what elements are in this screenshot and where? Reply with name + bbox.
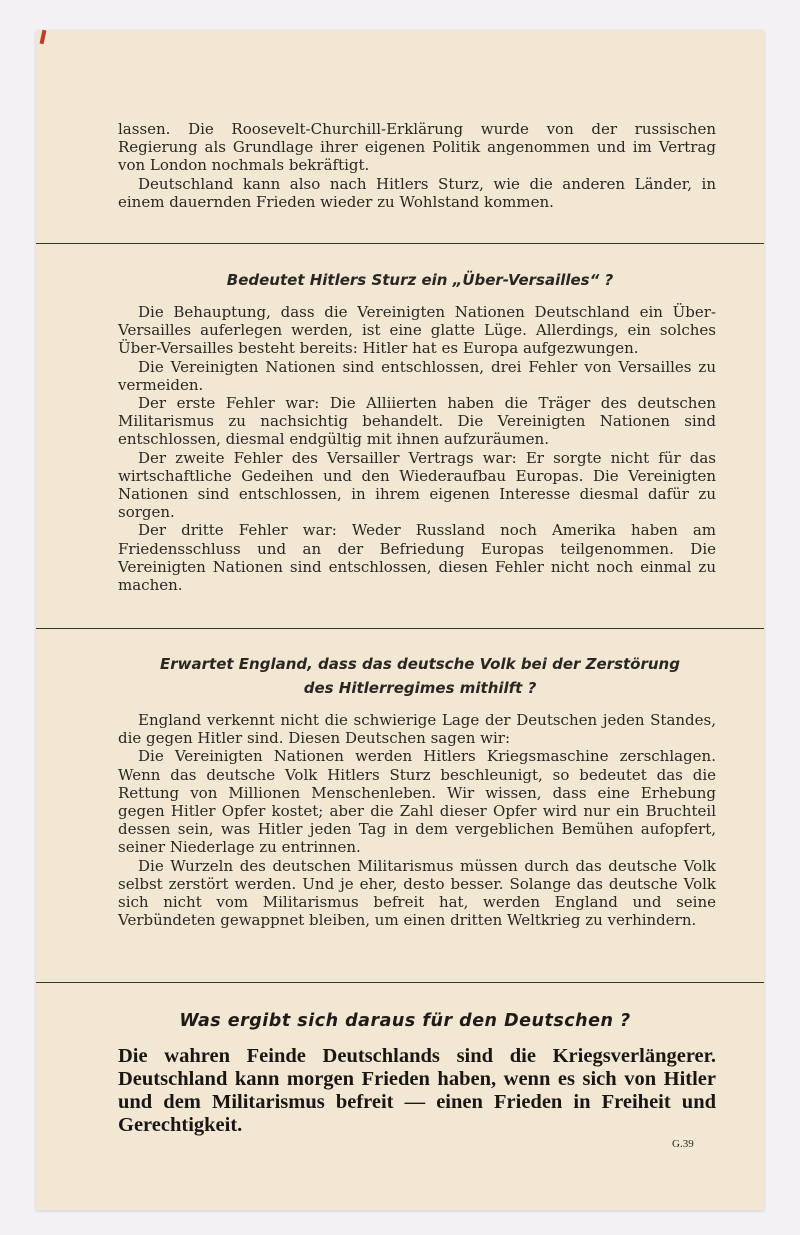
section2-heading-line2: des Hitlerregimes mithilft ? (303, 679, 537, 697)
section2-paragraph: Die Vereinigten Nationen werden Hitlers Kriegsmaschine zerschlagen. Wenn das deutsche Volk Hitlers Sturz beschleunigt, so bedeutet das die Rettung von Millionen Menschenleben. Wir wissen, dass eine Erhebung gegen Hitler Opfer kostet; aber die Zahl dieser Opfer wird nur ein Bruchteil dessen sein, was Hitler jeden Tag in dem vergeblichen Bemühen aufopfert, seiner Niederlage zu entrinnen. (118, 747, 716, 857)
divider-1 (36, 243, 764, 244)
section2-text (118, 711, 716, 929)
section1-paragraph: Die Vereinigten Nationen sind entschlossen, drei Fehler von Versailles zu vermeiden. (118, 357, 716, 394)
section1-paragraph: Der zweite Fehler des Versailler Vertrags war: Er sorgte nicht für das wirtschaftliche Gedeihen und den Wiederaufbau Europas. Die Vereinigten Nationen sind entschlossen, in ihrem eigenen Interesse diesmal dafür zu sorgen. (118, 448, 716, 522)
section2-paragraph: Die Wurzeln des deutschen Militarismus müssen durch das deutsche Volk selbst zerstört werden. Und je eher, desto besser. Solange das deutsche Volk sich nicht vom Militarismus befreit hat, werden England und seine Verbündeten gewappnet bleiben, um einen dritten Weltkrieg zu verhindern. (118, 856, 716, 930)
section2-heading-line1: Erwartet England, dass das deutsche Volk bei der Zerstörung (160, 655, 680, 673)
conclusion-text: Die wahren Feinde Deutschlands sind die Kriegsverlängerer. Deutschland kann morgen Frieden haben, wenn es sich von Hitler und dem Militarismus befreit — einen Frieden in Freiheit und Gerechtigkeit. (118, 1045, 716, 1136)
section3-heading: Was ergibt sich daraus für den Deutschen ? (179, 1011, 631, 1031)
intro-paragraph-2: Deutschland kann also nach Hitlers Sturz, wie die anderen Länder, in einem dauernden Frieden wieder zu Wohlstand kommen. (118, 174, 716, 211)
intro-paragraph-1: lassen. Die Roosevelt-Churchill-Erklärung wurde von der russischen Regierung als Grundlage ihrer eigenen Politik angenommen und im Vertrag von London nochmals bekräftigt. (118, 120, 716, 175)
section1-paragraph: Die Behauptung, dass die Vereinigten Nationen Deutschland ein Über-Versailles auferlegen werden, ist eine glatte Lüge. Allerdings, ein solches Über-Versailles besteht bereits: Hitler hat es Europa aufgezwungen. (118, 303, 716, 358)
leaflet-code: G.39 (672, 1138, 694, 1150)
section1-paragraph: Der dritte Fehler war: Weder Russland noch Amerika haben am Friedensschluss und an der Befriedung Europas teilgenommen. Die Vereinigten Nationen sind entschlossen, diesen Fehler nicht noch einmal zu machen. (118, 521, 716, 595)
section1-paragraph: Der erste Fehler war: Die Alliierten haben die Träger des deutschen Militarismus zu nachsichtig behandelt. Die Vereinigten Nationen sind entschlossen, diesmal endgültig mit ihnen aufzuräumen. (118, 394, 716, 449)
section1-heading: Bedeutet Hitlers Sturz ein „Über-Versailles“ ? (226, 271, 614, 289)
section1-text (118, 303, 716, 594)
divider-2 (36, 628, 764, 629)
intro-text (118, 120, 716, 211)
section2-paragraph: England verkennt nicht die schwierige Lage der Deutschen jeden Standes, die gegen Hitler sind. Diesen Deutschen sagen wir: (118, 711, 716, 748)
divider-3 (36, 982, 764, 983)
